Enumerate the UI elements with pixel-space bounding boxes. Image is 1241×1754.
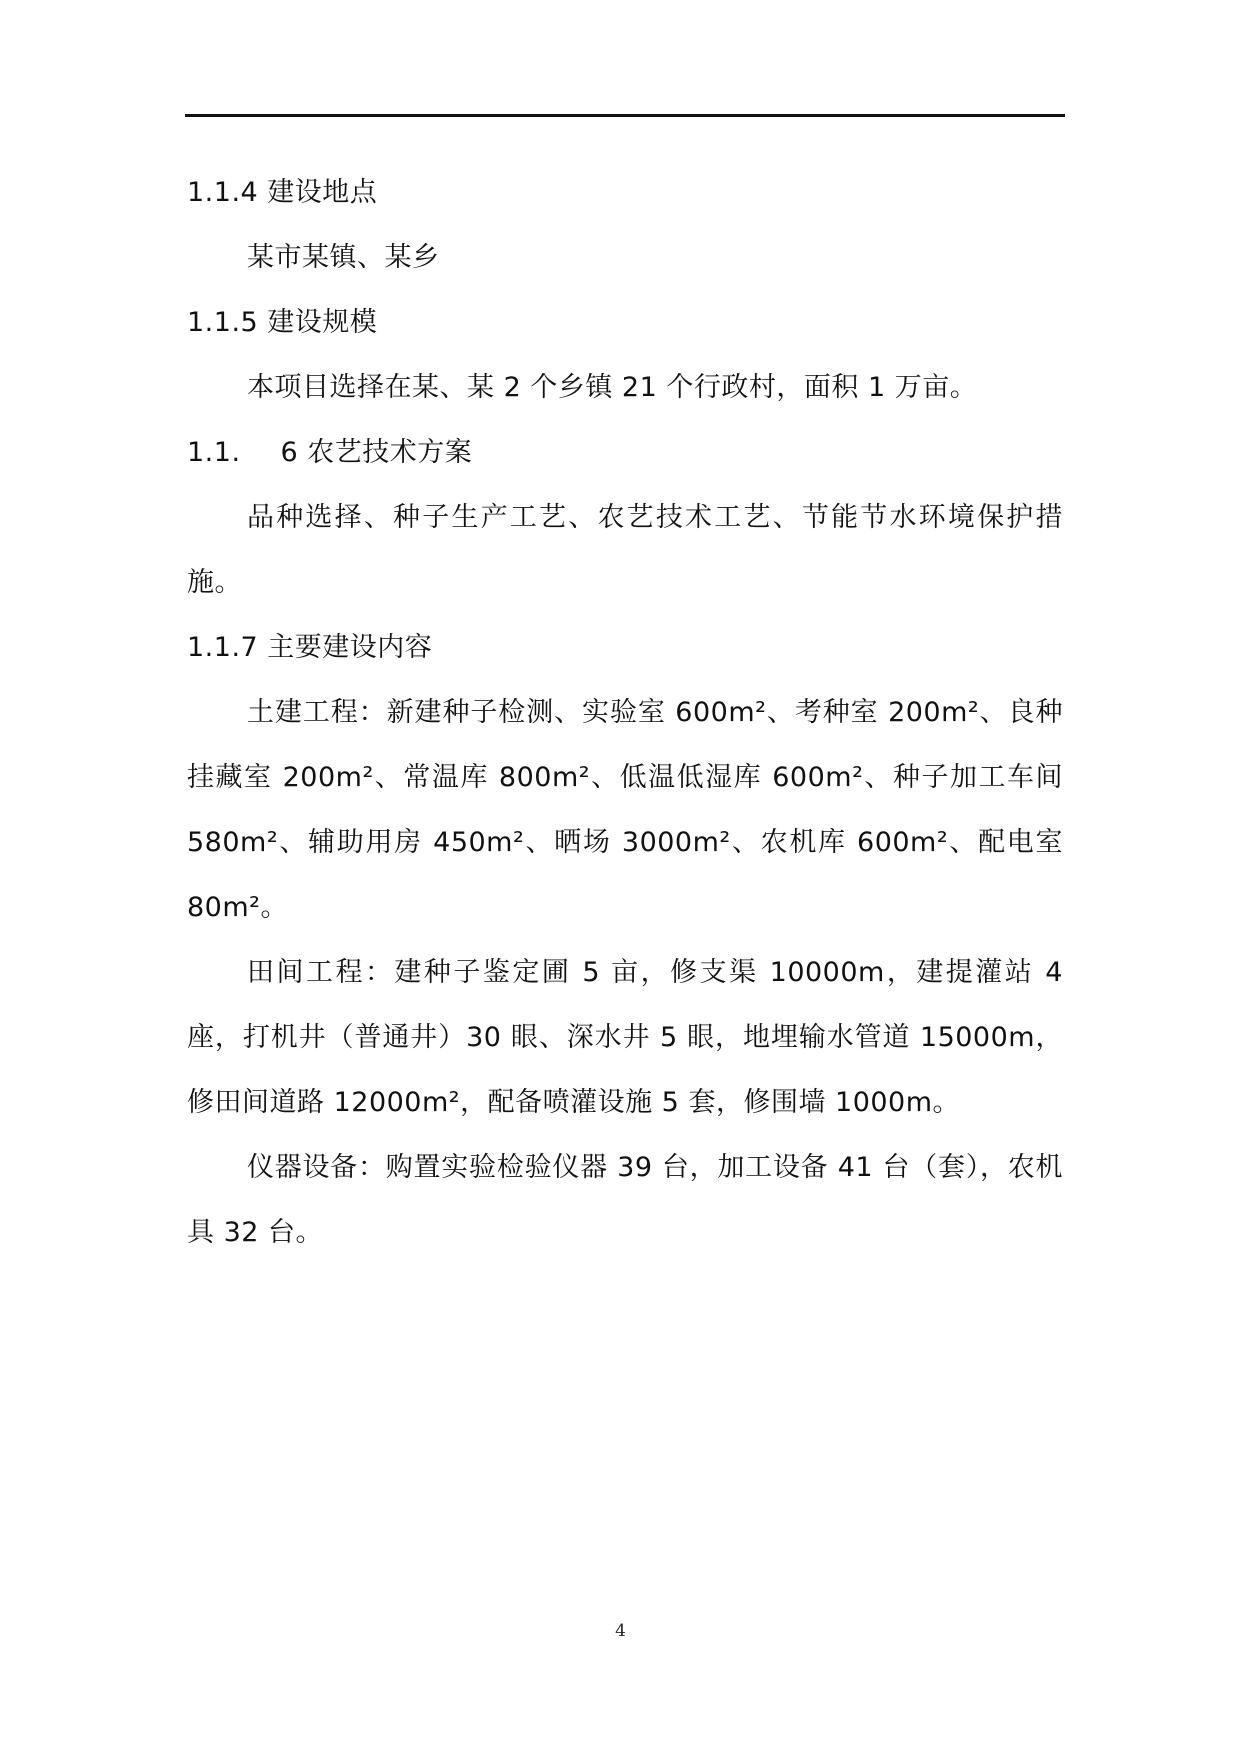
- section-heading-agronomic-plan: [187, 420, 1063, 485]
- paragraph-equipment: 仪器设备：购置实验检验仪器 39 台，加工设备 41 台（套），农机具 32 台。: [187, 1152, 1063, 1248]
- paragraph-field-works: 田间工程：建种子鉴定圃 5 亩，修支渠 10000m，建提灌站 4 座，打机井（普通井）30 眼、深水井 5 眼，地埋输水管道 15000m，修田间道路 12000m²，配备喷灌设施 5 套，修围墙 1000m。: [187, 957, 1063, 1118]
- section-heading-construction-scale: 1.1.5 建设规模: [187, 307, 378, 338]
- page-content: [187, 160, 1063, 1265]
- section-heading-main-content: 1.1.7 主要建设内容: [187, 632, 433, 663]
- page-number: 4: [615, 1621, 626, 1641]
- section-body-construction-site: 某市某镇、某乡: [247, 242, 440, 273]
- section-heading-construction-site: 1.1.4 建设地点: [187, 177, 378, 208]
- section-number: 1.1.: [187, 437, 241, 468]
- paragraph-civil-works: 土建工程：新建种子检测、实验室 600m²、考种室 200m²、良种挂藏室 200m²、常温库 800m²、低温低湿库 600m²、种子加工车间 580m²、辅助用房 450m²、晒场 3000m²、农机库 600m²、配电室 80m²。: [187, 697, 1063, 923]
- header-rule: [185, 114, 1065, 117]
- section-body-agronomic-plan: 品种选择、种子生产工艺、农艺技术工艺、节能节水环境保护措施。: [187, 502, 1063, 598]
- section-body-construction-scale: 本项目选择在某、某 2 个乡镇 21 个行政村，面积 1 万亩。: [247, 372, 978, 403]
- section-title: 6 农艺技术方案: [280, 437, 473, 468]
